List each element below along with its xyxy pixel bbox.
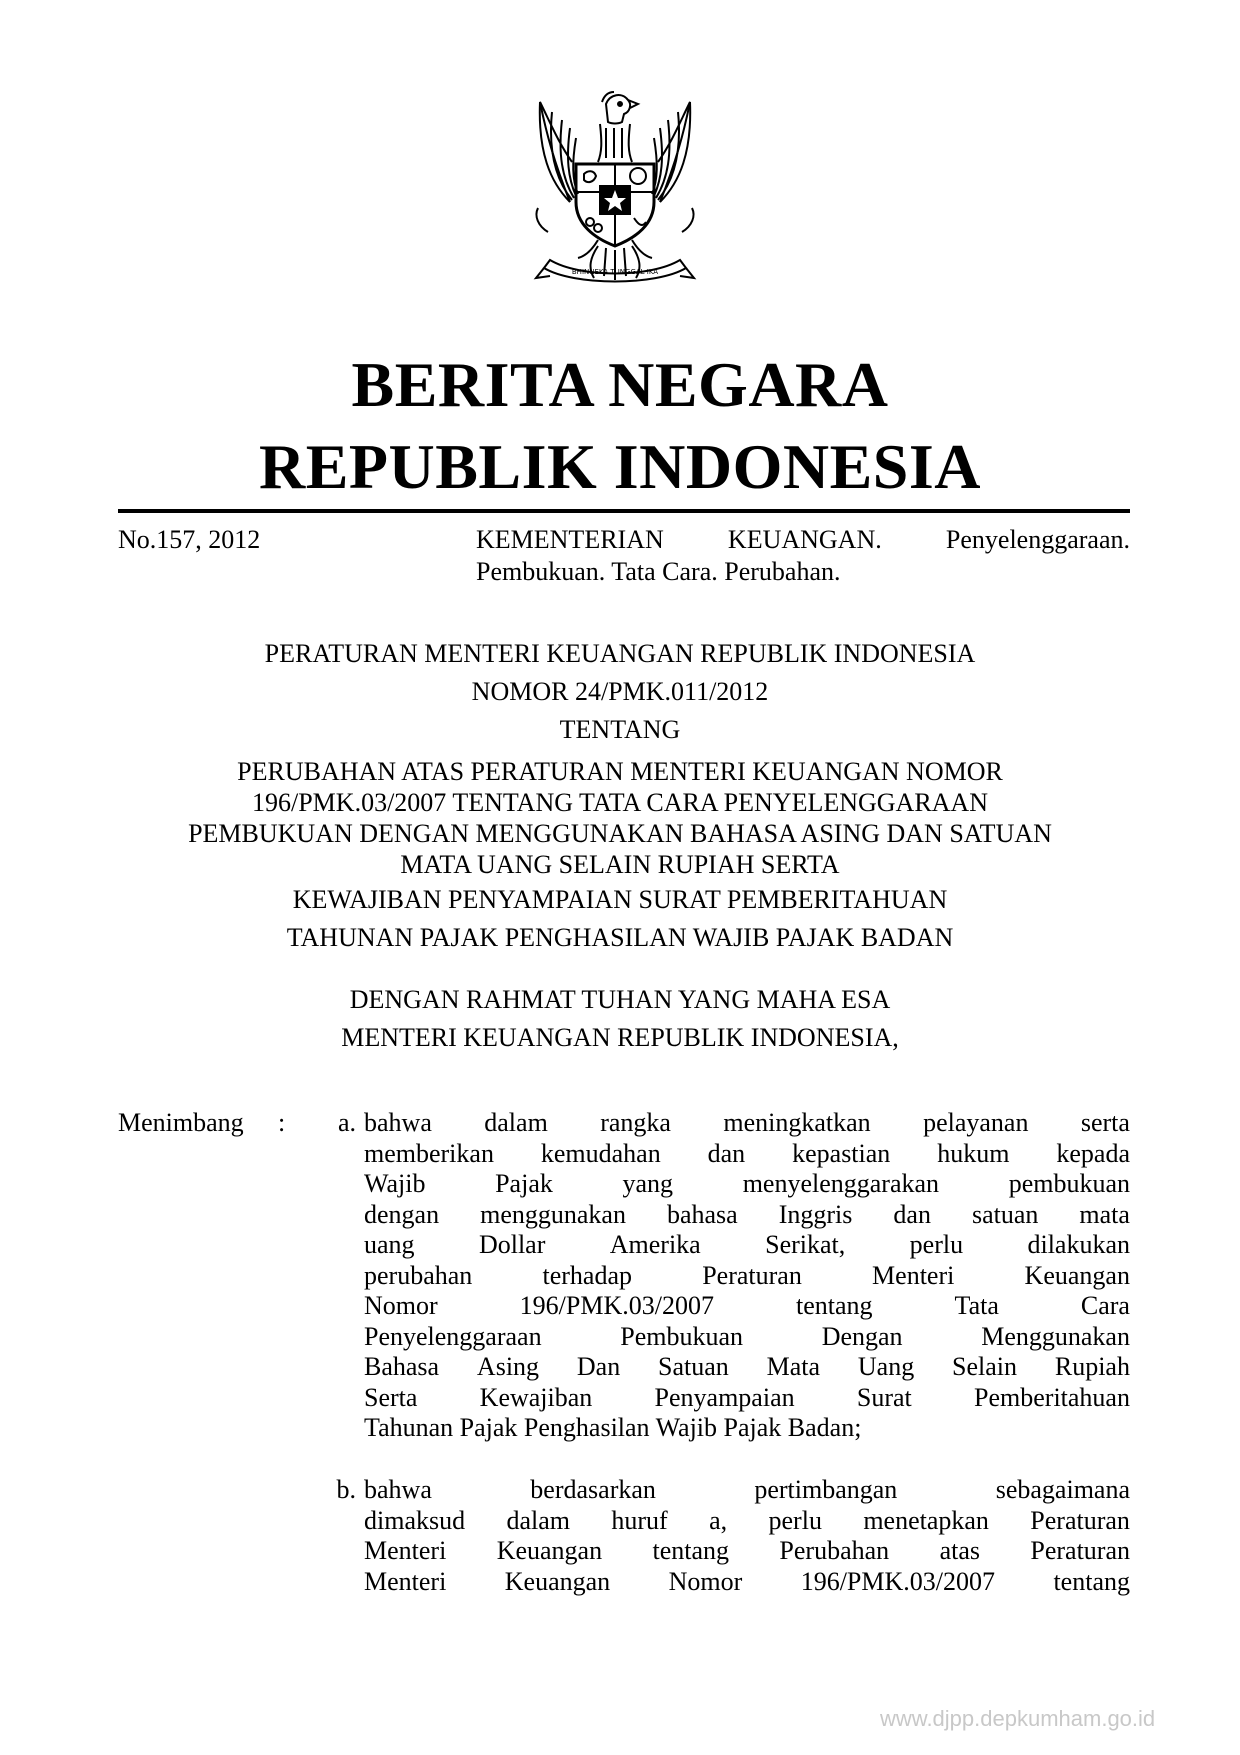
word: 196/PMK.03/2007 xyxy=(800,1566,996,1596)
word: bahasa xyxy=(666,1199,738,1229)
regulation-title-line: TAHUNAN PAJAK PENGHASILAN WAJIB PAJAK BADAN xyxy=(286,923,954,952)
item-a-line xyxy=(364,1291,1130,1322)
item-a-line xyxy=(364,1383,1130,1414)
word: pertimbangan xyxy=(754,1475,898,1504)
word: uang xyxy=(364,1230,415,1259)
subject-word: KEMENTERIAN xyxy=(476,525,664,554)
word: Pemberitahuan xyxy=(974,1382,1130,1412)
word: Keuangan xyxy=(496,1536,603,1565)
preamble xyxy=(100,984,1140,1060)
regulation-title-line: MATA UANG SELAIN RUPIAH SERTA xyxy=(400,850,840,879)
word: dan xyxy=(893,1199,931,1229)
word: Menggunakan xyxy=(981,1321,1130,1351)
word: pembukuan xyxy=(1008,1169,1130,1198)
word: tentang xyxy=(795,1291,873,1320)
word: Serikat, xyxy=(765,1230,846,1259)
word: pelayanan xyxy=(923,1108,1029,1137)
word: dan xyxy=(707,1138,746,1168)
gazette-subject xyxy=(476,524,1130,588)
word: perubahan xyxy=(364,1260,473,1290)
word: mata xyxy=(1079,1199,1130,1229)
word: dilakukan xyxy=(1027,1230,1130,1259)
word: Asing xyxy=(476,1352,540,1381)
word: satuan xyxy=(971,1199,1039,1229)
word: Menteri xyxy=(872,1260,955,1290)
preamble-line2: MENTERI KEUANGAN REPUBLIK INDONESIA, xyxy=(341,1023,899,1052)
word: menggunakan xyxy=(480,1199,626,1229)
regulation-title-line: KEWAJIBAN PENYAMPAIAN SURAT PEMBERITAHUAN xyxy=(292,885,948,914)
word: Pajak xyxy=(495,1169,553,1198)
item-b-line xyxy=(364,1475,1130,1506)
word: Dengan xyxy=(821,1321,903,1351)
word: Peraturan xyxy=(1030,1505,1130,1535)
word: atas xyxy=(939,1536,980,1565)
word: hukum xyxy=(937,1138,1010,1168)
item-b-text xyxy=(364,1475,1130,1597)
preamble-line1: DENGAN RAHMAT TUHAN YANG MAHA ESA xyxy=(349,985,891,1014)
watermark: www.djpp.depkumham.go.id xyxy=(880,1706,1156,1731)
word: Tata xyxy=(954,1291,999,1320)
item-a-line xyxy=(364,1261,1130,1292)
word: Pembukuan xyxy=(620,1321,744,1351)
word: terhadap xyxy=(542,1260,632,1290)
regulation-title-line: 196/PMK.03/2007 TENTANG TATA CARA PENYELENGGARAAN xyxy=(252,788,988,817)
word: bahwa xyxy=(364,1108,432,1137)
word: meningkatkan xyxy=(723,1108,871,1137)
word: Nomor xyxy=(364,1291,438,1320)
considering-colon: : xyxy=(278,1108,286,1137)
regulation-title-b xyxy=(100,884,1140,960)
word: Keuangan xyxy=(504,1566,611,1596)
word: tentang xyxy=(652,1536,730,1565)
word: Serta xyxy=(364,1382,418,1412)
word: Uang xyxy=(857,1352,915,1381)
word: Selain xyxy=(952,1352,1018,1381)
word: huruf xyxy=(611,1505,668,1535)
word: dimaksud xyxy=(364,1505,466,1535)
item-a-line xyxy=(364,1108,1130,1139)
regulation-number: NOMOR 24/PMK.011/2012 xyxy=(471,677,769,706)
word: Dan xyxy=(576,1352,621,1381)
word: Penyelenggaraan xyxy=(364,1321,542,1351)
word: dalam xyxy=(506,1505,571,1535)
subject-line2: Pembukuan. Tata Cara. Perubahan. xyxy=(476,557,841,586)
emblem-motto: BHINNEKA TUNGGAL IKA xyxy=(571,268,659,276)
subject-word: KEUANGAN. xyxy=(727,525,882,554)
word: tentang xyxy=(1053,1566,1130,1596)
word: Keuangan xyxy=(1024,1260,1130,1290)
considering-label: Menimbang xyxy=(118,1108,244,1137)
word: serta xyxy=(1080,1108,1130,1137)
header-divider xyxy=(118,509,1130,513)
word: memberikan xyxy=(364,1138,494,1168)
item-b-line xyxy=(364,1536,1130,1567)
item-a-line xyxy=(364,1352,1130,1383)
word: dalam xyxy=(484,1108,548,1137)
word: sebagaimana xyxy=(995,1475,1130,1504)
word: kepada xyxy=(1056,1138,1130,1168)
word: rangka xyxy=(600,1108,671,1137)
word: Menteri xyxy=(364,1536,447,1565)
word: a, xyxy=(709,1505,728,1535)
word: Dollar xyxy=(478,1230,546,1259)
item-a-line xyxy=(364,1139,1130,1170)
regulation-about: TENTANG xyxy=(559,715,681,744)
word: menetapkan xyxy=(863,1505,989,1535)
item-b-line xyxy=(364,1567,1130,1598)
item-a-line xyxy=(364,1322,1130,1353)
word: Penyampaian xyxy=(654,1382,795,1412)
regulation-title xyxy=(100,756,1140,880)
word: Perubahan xyxy=(779,1536,890,1565)
regulation-line1: PERATURAN MENTERI KEUANGAN REPUBLIK INDONESIA xyxy=(264,639,976,668)
word: Amerika xyxy=(609,1230,701,1259)
word: Menteri xyxy=(364,1566,447,1596)
word: berdasarkan xyxy=(530,1475,656,1504)
word: dengan xyxy=(364,1199,440,1229)
item-a-letter: a. xyxy=(337,1108,356,1137)
item-a-text xyxy=(364,1108,1130,1444)
subject-word: Penyelenggaraan. xyxy=(945,525,1130,554)
word: Peraturan xyxy=(702,1260,802,1290)
word: Surat xyxy=(856,1382,912,1412)
item-b-line xyxy=(364,1506,1130,1537)
item-a-line xyxy=(364,1200,1130,1231)
word: Wajib xyxy=(364,1169,426,1198)
word: bahwa xyxy=(364,1475,432,1504)
word: kemudahan xyxy=(540,1138,661,1168)
word: 196/PMK.03/2007 xyxy=(519,1291,714,1320)
word: Peraturan xyxy=(1030,1536,1130,1565)
word: Mata xyxy=(766,1352,821,1381)
regulation-title-line: PEMBUKUAN DENGAN MENGGUNAKAN BAHASA ASING DAN SATUAN xyxy=(188,819,1052,848)
item-b-letter: b. xyxy=(336,1475,356,1504)
word: perlu xyxy=(768,1505,822,1535)
word: Bahasa xyxy=(364,1352,440,1381)
regulation-heading xyxy=(100,638,1140,752)
word: Rupiah xyxy=(1054,1352,1130,1381)
item-a-line xyxy=(364,1230,1130,1261)
word: perlu xyxy=(909,1230,964,1259)
gazette-number: No.157, 2012 xyxy=(118,525,261,554)
word: Satuan xyxy=(658,1352,729,1381)
word: yang xyxy=(622,1169,674,1198)
word: Inggris xyxy=(778,1199,853,1229)
item-a-line xyxy=(364,1169,1130,1200)
garuda-emblem-icon xyxy=(510,82,720,294)
regulation-title-line: PERUBAHAN ATAS PERATURAN MENTERI KEUANGAN NOMOR xyxy=(237,757,1003,786)
item-a-last-line: Tahunan Pajak Penghasilan Wajib Pajak Badan; xyxy=(364,1413,862,1442)
gazette-title-line1: BERITA NEGARA xyxy=(351,349,889,420)
gazette-title-line2: REPUBLIK INDONESIA xyxy=(258,431,982,502)
word: Cara xyxy=(1080,1291,1130,1320)
word: kepastian xyxy=(792,1138,891,1168)
word: menyelenggarakan xyxy=(742,1169,940,1198)
word: Nomor xyxy=(668,1566,743,1596)
word: Kewajiban xyxy=(479,1382,593,1412)
